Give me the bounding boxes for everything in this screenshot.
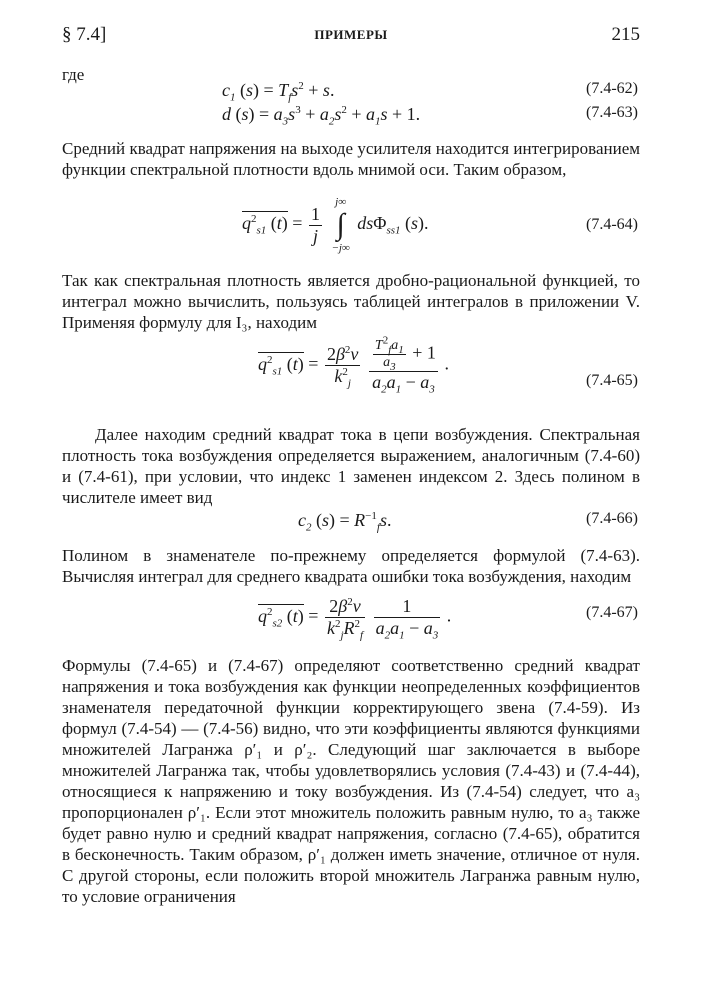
integral-upper-limit: j∞ [335,196,347,208]
paragraph-2: Так как спектральная плотность является дробно-рациональной функцией, то интеграл можно вычислить, пользуясь таблицей интегралов в приложении V. Применяя формулу для I₃, находим [62,271,640,332]
page-header [62,24,640,50]
equation-number: (7.4-67) [586,604,638,621]
equation-7-4-66: $c_2$ $(s) = R^{-1}_fs$. (7.4-66) [298,510,638,534]
word-gde: где [62,65,85,84]
equation-7-4-65: $q^2_{s1}$ (t) = $\frac{2\beta^2\nu}{k^2_j}$ $\frac{T^2_fa_1}{a_3}$ + 1 $a_2a_1 - a_3$ . (7.4-65) [258,334,638,396]
equation-number: (7.4-62) [586,80,638,97]
equation-number: (7.4-66) [586,510,638,527]
paragraph-1: Средний квадрат напряжения на выходе усилителя находится интегрированием функции спектральной плотности вдоль мнимой оси. Таким образом, [62,139,640,179]
equation-7-4-67: $q^2_{s2}$ (t) = $\frac{2\beta^2\nu}{k^2_jR^2_f}$ $\frac{1}{a_2a_1 - a_3}$ . (7.4-67) [258,596,638,642]
paragraph-4: Полином в знаменателе по-прежнему определяется формулой (7.4-63). Вычисляя интеграл для среднего квадрата ошибки тока возбуждения, находим [62,546,640,586]
equation-number: (7.4-64) [586,216,638,233]
section-ref: § 7.4] [62,24,107,45]
running-title: ПРИМЕРЫ [314,27,388,42]
paragraph-5: Формулы (7.4-65) и (7.4-67) определяют соответственно средний квадрат напряжения и тока возбуждения как функции неопределенных коэффициентов знаменателя передаточной функции корректирующего звена (7.4-59). Из формул (7.4-54) — (7.4-56) видно, что эти коэффициенты являются функциями множителей Лагранжа ρ′₁ и ρ′₂. Следующий шаг заключается в выборе множителей Лагранжа так, чтобы удовлетворялись условия (7.4-43) и (7.4-44), относящиеся к напряжению и току возбуждения. Из (7.4-54) следует, что a₃ пропорционален ρ′₁. Если этот множитель положить равным нулю, то a₃ также будет равно нулю и средний квадрат напряжения, согласно (7.4-65), обратится в бесконечность. Таким образом, ρ′₁ должен иметь значение, отличное от нуля. С другой стороны, если положить второй множитель Лагранжа равным нулю, то условие ограничения [62,656,640,906]
integral-lower-limit: −j∞ [331,242,350,254]
equation-number: (7.4-65) [586,372,638,389]
equation-7-4-63: d $(s) = a_3s^3 + a_2s^2 + a_1s + 1$. (7.4-63) [222,104,638,128]
paragraph-3: Далее находим средний квадрат тока в цепи возбуждения. Спектральная плотность тока возбуждения определяется выражением, аналогичным (7.4-60) и (7.4-61), при условии, что индекс 1 заменен индексом 2. Здесь полином в числителе имеет вид [62,425,640,507]
page-number: 215 [611,24,640,45]
equation-7-4-62: $c_1$ $(s) = T_fs^2 + s$. (7.4-62) [222,80,638,104]
equation-7-4-64: $q^2_{s1}$ (t) = $\frac{1}{j}$ j∞ ∫ −j∞ dsΦ$_{ss1}$ (s). (7.4-64) [242,196,638,254]
equation-number: (7.4-63) [586,104,638,121]
